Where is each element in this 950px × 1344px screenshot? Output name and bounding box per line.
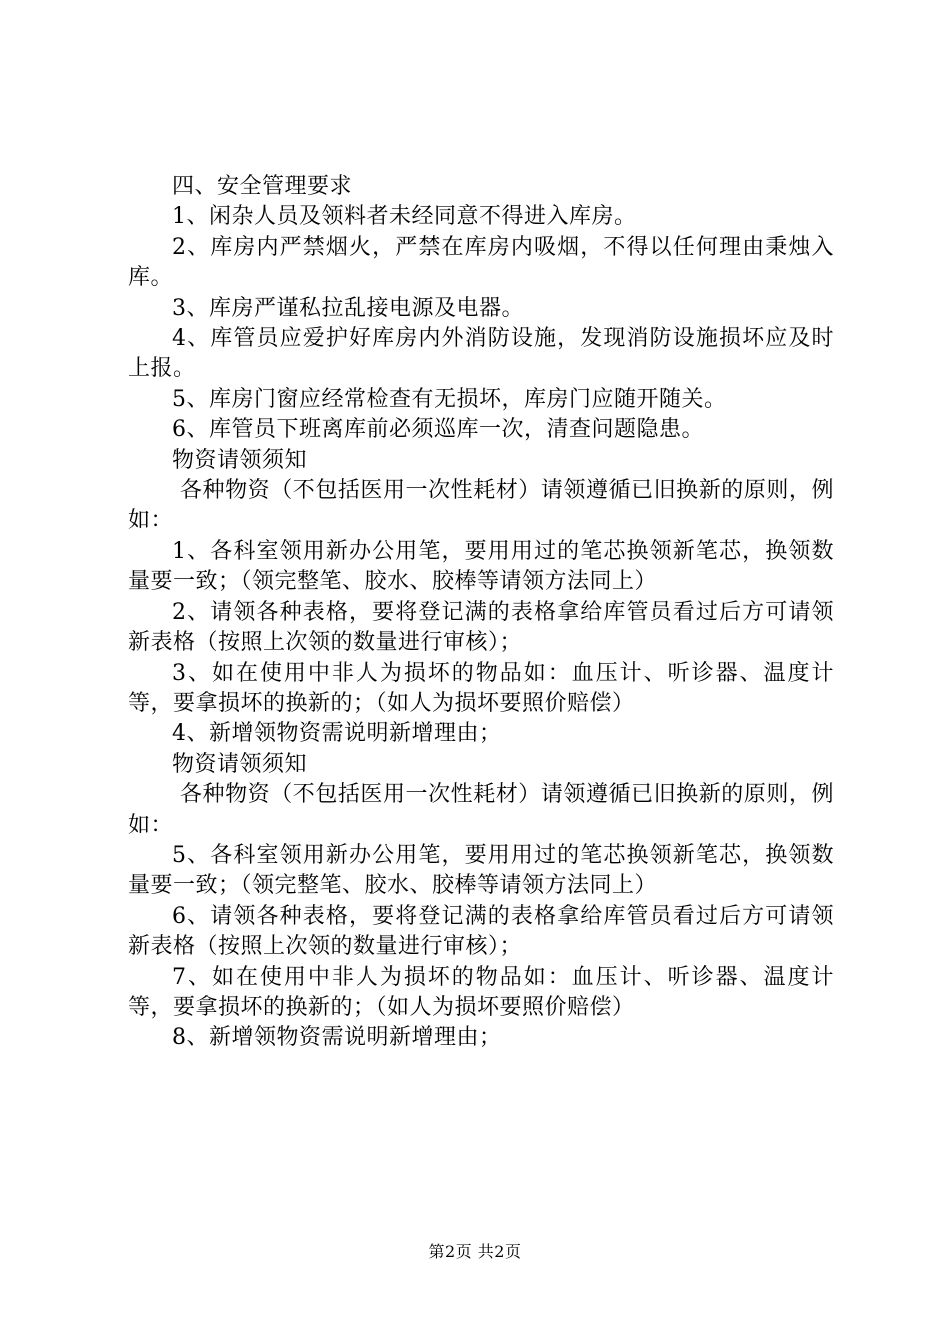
requisition-item-6: 6、请领各种表格，要将登记满的表格拿给库管员看过后方可请领新表格（按照上次领的数量进行审核）； — [128, 903, 834, 960]
safety-rule-2: 2、库房内严禁烟火，严禁在库房内吸烟，不得以任何理由秉烛入库。 — [128, 234, 834, 291]
requisition-item-2: 2、请领各种表格，要将登记满的表格拿给库管员看过后方可请领新表格（按照上次领的数量进行审核）； — [128, 599, 834, 656]
safety-rule-1: 1、闲杂人员及领料者未经同意不得进入库房。 — [172, 204, 637, 230]
requisition-item-1: 1、各科室领用新办公用笔，要用用过的笔芯换领新笔芯，换领数量要一致；（领完整笔、胶水、胶棒等请领方法同上） — [128, 538, 834, 595]
safety-rule-4: 4、库管员应爱护好库房内外消防设施，发现消防设施损坏应及时上报。 — [128, 326, 834, 382]
requisition-item-7: 7、如在使用中非人为损坏的物品如：血压计、听诊器、温度计等，要拿损坏的换新的；（如人为损坏要照价赔偿） — [128, 964, 834, 1020]
requisition-item-5: 5、各科室领用新办公用笔，要用用过的笔芯换领新笔芯，换领数量要一致；（领完整笔、胶水、胶棒等请领方法同上） — [128, 842, 834, 899]
requisition-item-8: 8、新增领物资需说明新增理由； — [172, 1025, 502, 1051]
page-number-footer: 第2页 共2页 — [428, 1242, 522, 1261]
safety-rule-5: 5、库房门窗应经常检查有无损坏，库房门应随开随关。 — [172, 386, 727, 412]
section-heading-safety: 四、安全管理要求 — [172, 174, 353, 199]
section-heading-requisition: 物资请领须知 — [172, 447, 308, 473]
safety-rule-6: 6、库管员下班离库前必须巡库一次，清查问题隐患。 — [172, 417, 704, 443]
safety-rule-3: 3、库房严谨私拉乱接电源及电器。 — [172, 295, 524, 321]
section-heading-requisition-repeat: 物资请领须知 — [172, 751, 308, 777]
requisition-intro-repeat: 各种物资（不包括医用一次性耗材）请领遵循已旧换新的原则，例如： — [128, 782, 834, 838]
requisition-item-3: 3、如在使用中非人为损坏的物品如：血压计、听诊器、温度计等，要拿损坏的换新的；（如人为损坏要照价赔偿） — [128, 660, 834, 716]
document-body — [128, 172, 834, 1054]
requisition-intro: 各种物资（不包括医用一次性耗材）请领遵循已旧换新的原则，例如： — [128, 478, 834, 534]
requisition-item-4: 4、新增领物资需说明新增理由； — [172, 721, 502, 747]
